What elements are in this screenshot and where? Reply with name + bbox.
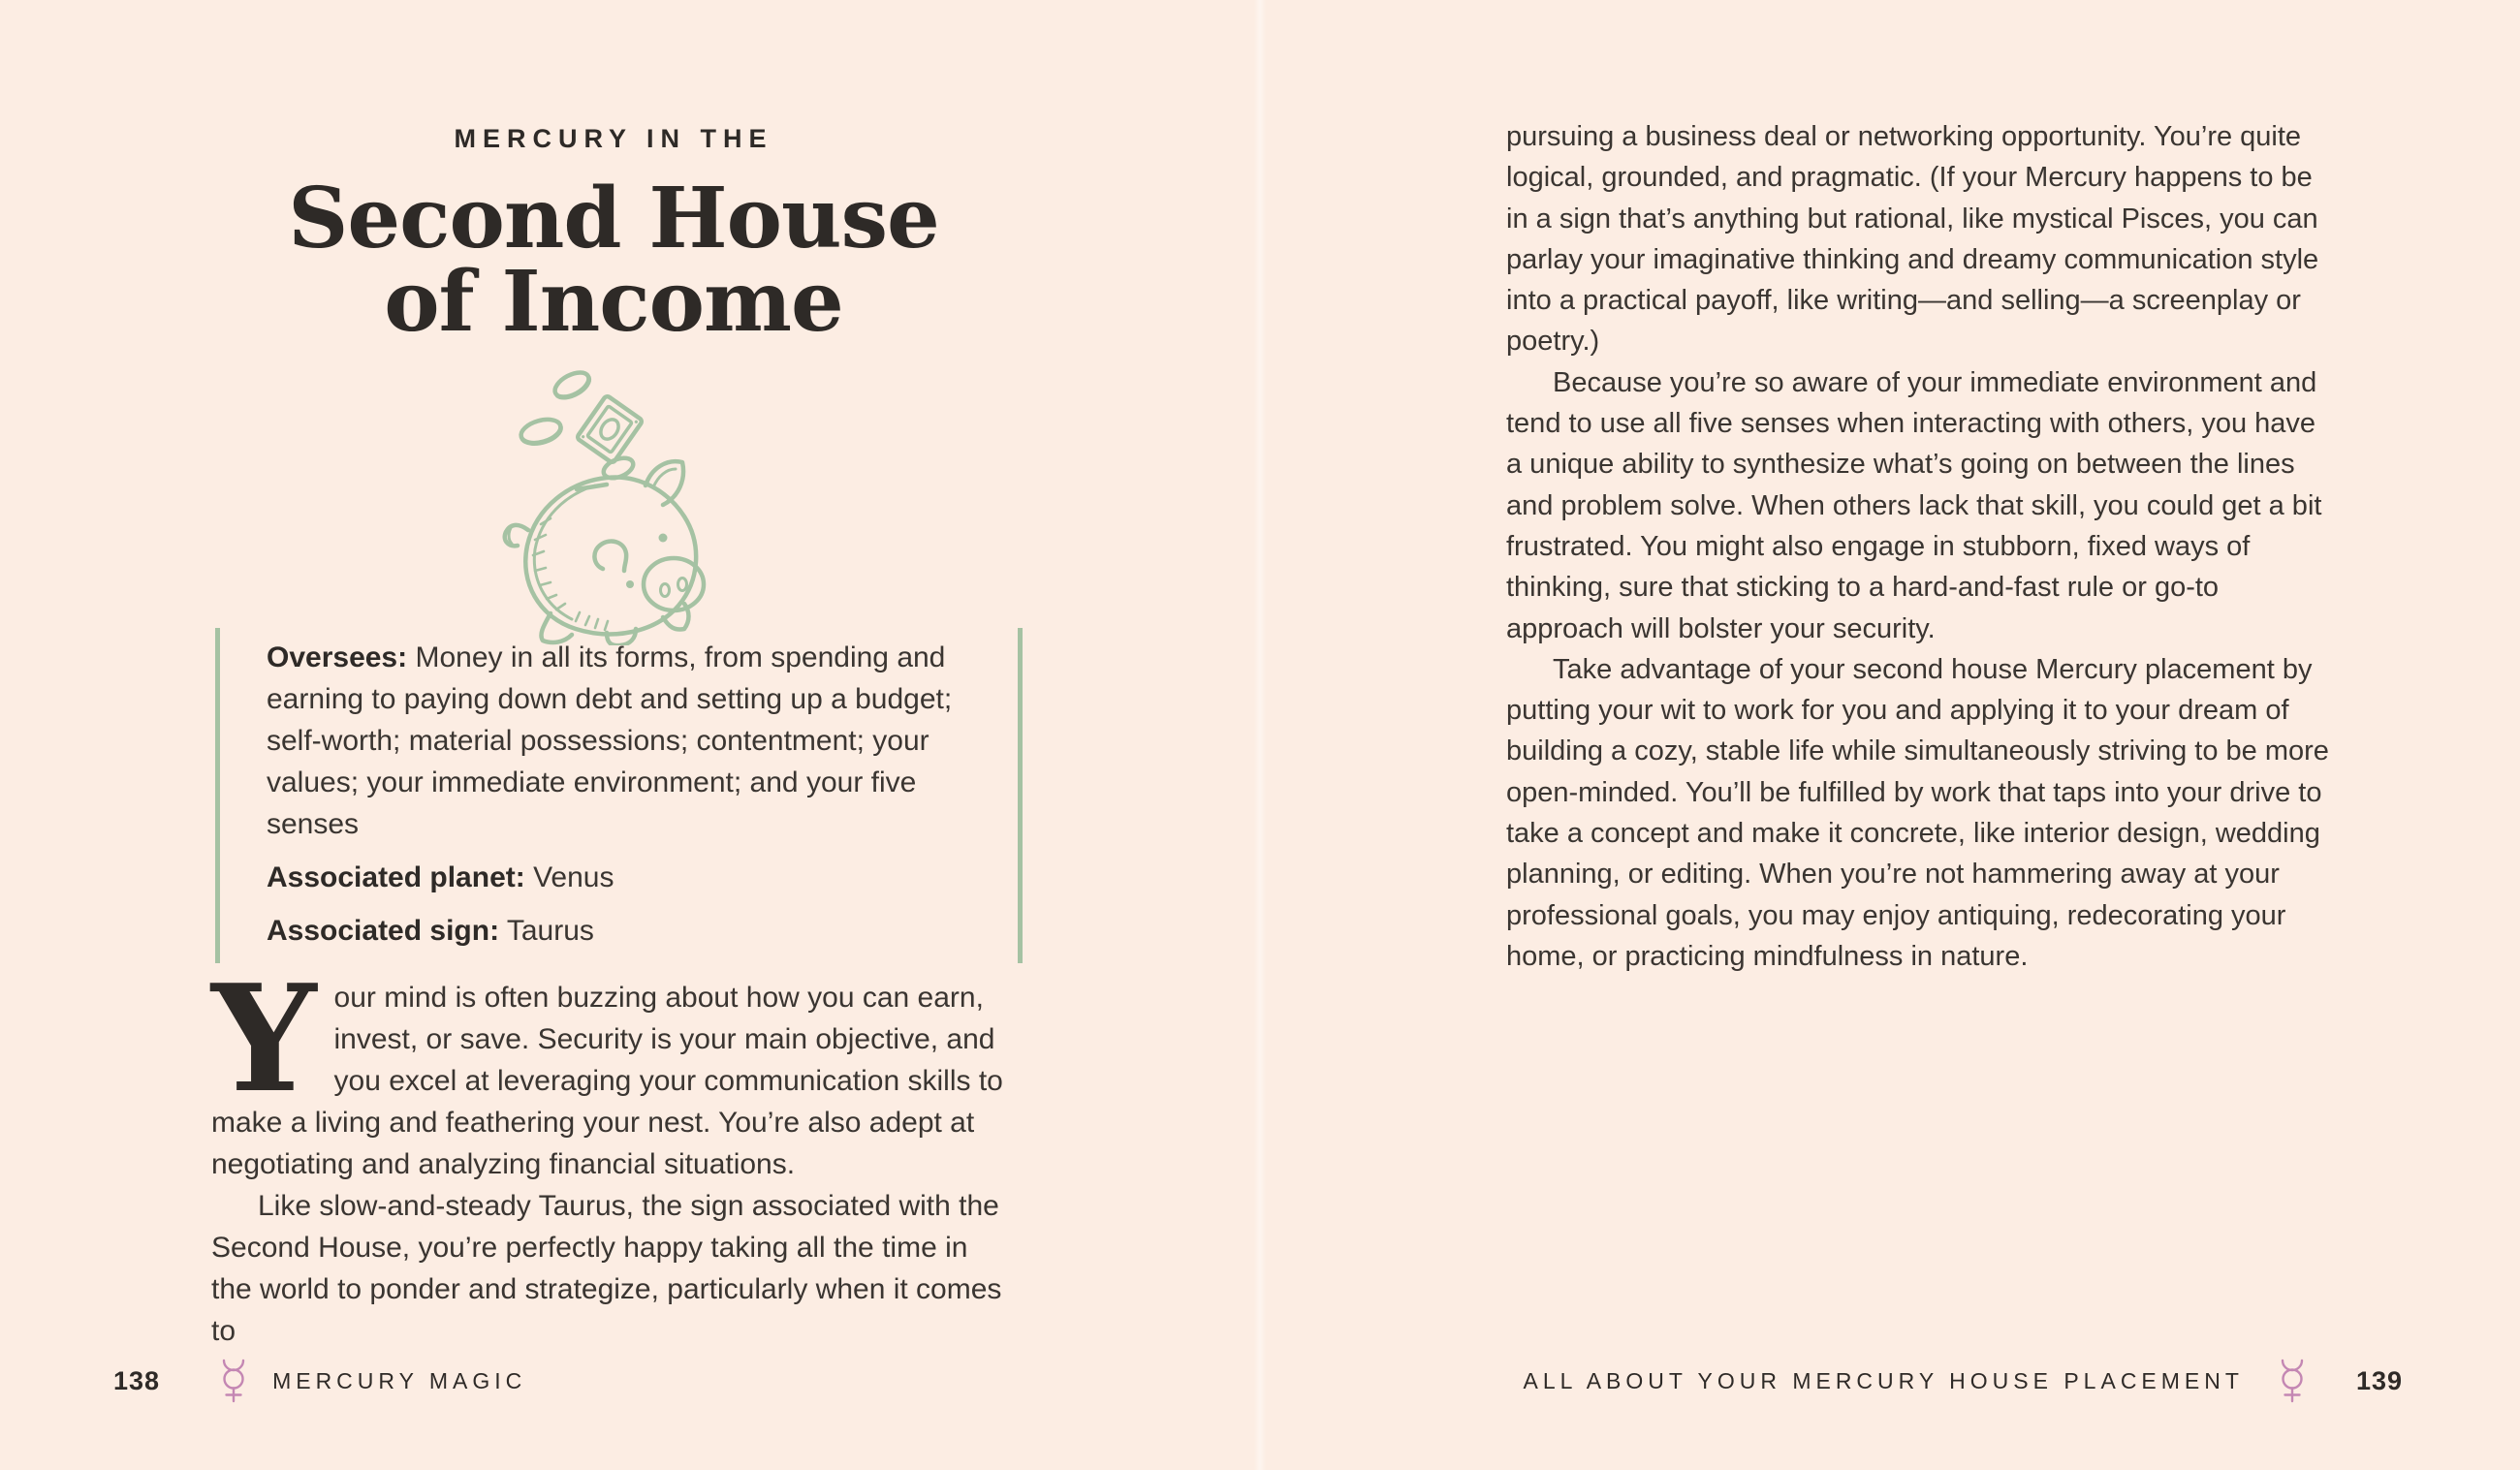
page-number: 138 bbox=[113, 1365, 161, 1395]
paragraph: Take advantage of your second house Mercury placement by putting your wit to work for you and applying it to your dream of building a cozy, stable life while simultaneously striving to be more open-minded. You’ll be fulfilled by work that taps into your drive to take a concept and make it concrete, like interior design, wedding planning, or editing. When you’re not hammering away at your professional goals, you may enjoy antiquing, redecorating your home, or practicing mindfulness in nature. bbox=[1506, 653, 2329, 972]
left-page-footer bbox=[113, 1359, 526, 1403]
paragraph: Like slow-and-steady Taurus, the sign associated with the Second House, you’re perfectly happy taking all the time in the world to ponder and strategize, particularly when it comes to bbox=[211, 1190, 1002, 1347]
pig-tail bbox=[505, 525, 528, 546]
running-title: MERCURY MAGIC bbox=[272, 1367, 527, 1393]
chapter-title bbox=[211, 170, 1016, 351]
associated-sign-label: Associated sign: bbox=[267, 915, 500, 947]
mercury-icon bbox=[220, 1359, 247, 1403]
right-page-footer bbox=[1524, 1359, 2404, 1403]
oversees-text: Money in all its forms, from spending and earning to paying down debt and setting up a budget; self-worth; material possessions; contentment; your values; your immediate environment; and your five senses bbox=[267, 641, 953, 840]
page-number: 139 bbox=[2355, 1365, 2403, 1395]
dropcap: Y bbox=[211, 952, 317, 1125]
chapter-kicker: MERCURY IN THE bbox=[454, 124, 773, 153]
piggy-bank-illustration bbox=[211, 360, 1016, 650]
chapter-title-line2: of Income bbox=[384, 253, 843, 351]
right-page bbox=[1260, 0, 2520, 1470]
chapter-title-line1: Second House bbox=[288, 170, 939, 267]
paragraph bbox=[211, 952, 1010, 1185]
associated-planet-value: Venus bbox=[533, 861, 614, 893]
paragraph: Because you’re so aware of your immediate environment and tend to use all five senses when interacting with others, you have a unique ability to synthesize what’s going on between the lines and problem solve. When others lack that skill, you could get a bit frustrated. You might also engage in stubborn, fixed ways of thinking, sure that sticking to a hard-and-fast rule or go-to approach will bolster your security. bbox=[1506, 366, 2322, 644]
pig-ear bbox=[646, 461, 683, 505]
question-curl bbox=[594, 542, 634, 588]
pig-eye bbox=[659, 534, 668, 543]
mercury-icon bbox=[2279, 1359, 2306, 1403]
banknote-icon bbox=[577, 395, 644, 464]
coin-icon bbox=[519, 416, 564, 448]
paragraph-text: our mind is often buzzing about how you can earn, invest, or save. Security is your main objective, and you excel at leveraging your communication skills to make a living and feathering your nest. You’re also adept at negotiating and analyzing financial situations. bbox=[211, 982, 1003, 1180]
oversees-label: Oversees: bbox=[267, 641, 408, 673]
left-body-text bbox=[211, 952, 1010, 1352]
associated-planet-entry bbox=[267, 857, 989, 898]
running-title: ALL ABOUT YOUR MERCURY HOUSE PLACEMENT bbox=[1523, 1367, 2244, 1393]
oversees-entry bbox=[267, 637, 989, 845]
right-body-text bbox=[1506, 116, 2332, 977]
associated-sign-value: Taurus bbox=[506, 915, 594, 947]
piggy-bank-icon bbox=[483, 360, 744, 645]
associated-planet-label: Associated planet: bbox=[267, 861, 525, 893]
coin-icon bbox=[551, 367, 593, 402]
associated-sign-entry bbox=[267, 910, 989, 952]
chapter-heading bbox=[211, 124, 1016, 650]
pig-snout bbox=[644, 558, 704, 610]
house-infobox bbox=[215, 628, 1023, 963]
paragraph: pursuing a business deal or networking opportunity. You’re quite logical, grounded, and pragmatic. (If your Mercury happens to be in a sign that’s anything but rational, like mystical Pisces, you can parlay your imaginative thinking and dreamy communication style into a practical payoff, like writing—and selling—a screenplay or poetry.) bbox=[1506, 121, 2319, 358]
